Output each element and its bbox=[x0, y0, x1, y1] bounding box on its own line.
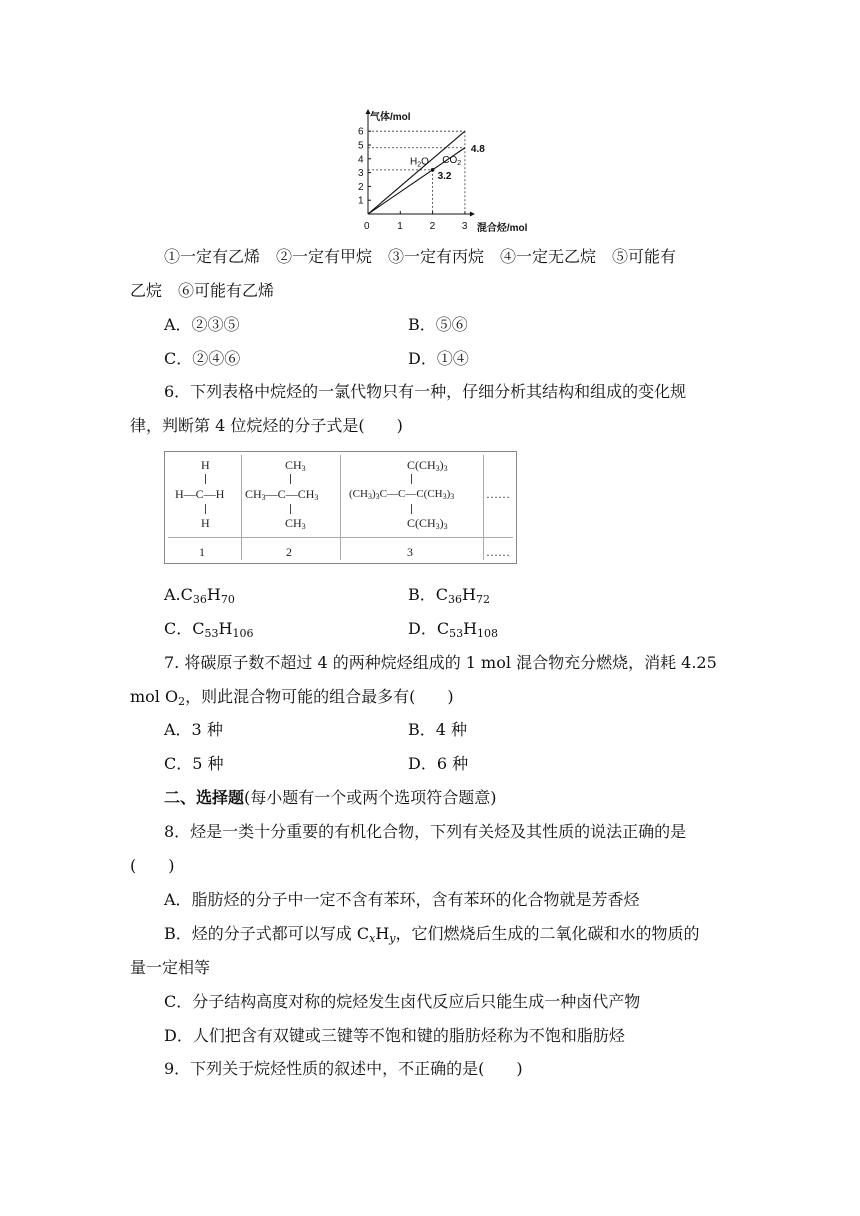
q8-stem-line2: ( ) bbox=[130, 856, 175, 875]
q8-stem-line1: 8．烃是一类十分重要的有机化合物，下列有关烃及其性质的说法正确的是 bbox=[164, 822, 687, 841]
q7-option-c[interactable]: C．5 种 bbox=[164, 754, 224, 773]
y-tick-label: 4 bbox=[358, 154, 364, 166]
q5-option-a[interactable]: A．②③⑤ bbox=[164, 315, 240, 334]
q6-option-d[interactable]: D．$C_{53}H_{108}$ bbox=[408, 619, 499, 640]
section-2-heading: 二、选择题(每小题有一个或两个选项符合题意) bbox=[164, 788, 497, 807]
q5-statements-line2: 乙烷 ⑥可能有乙烯 bbox=[130, 281, 275, 300]
q6-stem-line1: 6．下列表格中烷烃的一氯代物只有一种，仔细分析其结构和组成的变化规 bbox=[164, 382, 687, 401]
q6-option-c[interactable]: C．$C_{53}H_{106}$ bbox=[164, 619, 254, 640]
x-axis-label: 混合烃/mol bbox=[476, 223, 528, 234]
q8-option-a[interactable]: A．脂肪烃的分子中一定不含有苯环，含有苯环的化合物就是芳香烃 bbox=[164, 890, 640, 909]
x-tick-label: 2 bbox=[429, 221, 436, 232]
index-2: 2 bbox=[286, 545, 292, 559]
annotation-3-2: 3.2 bbox=[437, 170, 452, 182]
y-axis-label: 气体/mol bbox=[370, 112, 411, 123]
x-tick-label: 1 bbox=[397, 221, 403, 232]
q8-option-b-line2: 量一定相等 bbox=[130, 958, 211, 977]
y-tick-label: 2 bbox=[358, 181, 364, 193]
y-tick-label: 1 bbox=[358, 195, 364, 207]
data-point bbox=[431, 168, 435, 172]
q8-option-d[interactable]: D．人们把含有双键或三键等不饱和键的脂肪烃称为不饱和脂肪烃 bbox=[164, 1026, 625, 1045]
alkane-structure-table: H H—C—H H CH3 CH3—C—CH3 CH3 C(CH3)3 (CH3)3C—C—C(CH3)3 C(CH3)3 …… 1 2 3 …… bbox=[164, 451, 517, 564]
index-1: 1 bbox=[199, 545, 205, 559]
x-tick-label: 3 bbox=[461, 221, 468, 232]
y-tick-label: 3 bbox=[358, 168, 364, 180]
x-tick-label: 0 bbox=[364, 221, 370, 232]
gas-vs-hydrocarbon-chart bbox=[352, 108, 552, 236]
q5-option-d[interactable]: D．①④ bbox=[408, 349, 469, 368]
q5-option-c[interactable]: C．②④⑥ bbox=[164, 349, 241, 368]
q6-option-a[interactable]: $A.C_{36}H_{70}$ bbox=[164, 585, 235, 606]
q7-option-a[interactable]: A．3 种 bbox=[164, 720, 223, 739]
q5-option-b[interactable]: B．⑤⑥ bbox=[408, 315, 468, 334]
q8-option-b-line1[interactable]: B．烃的分子式都可以写成 $C_xH_y$，它们燃烧后生成的二氧化碳和水的物质的 bbox=[164, 924, 700, 945]
q5-statements-line1: ①一定有乙烯 ②一定有甲烷 ③一定有丙烷 ④一定无乙烷 ⑤可能有 bbox=[164, 247, 677, 266]
index-3: 3 bbox=[407, 545, 413, 559]
q7-option-b[interactable]: B．4 种 bbox=[408, 720, 468, 739]
structure-3: C(CH3)3 (CH3)3C—C—C(CH3)3 C(CH3)3 bbox=[349, 458, 455, 531]
annotation-4-8: 4.8 bbox=[470, 143, 485, 155]
x-axis-arrow bbox=[470, 212, 475, 217]
q9-stem: 9．下列关于烷烃性质的叙述中，不正确的是( ) bbox=[164, 1059, 523, 1078]
q8-option-c[interactable]: C．分子结构高度对称的烷烃发生卤代反应后只能生成一种卤代产物 bbox=[164, 992, 641, 1011]
y-tick-label: 6 bbox=[358, 126, 364, 138]
q7-stem-line1: 7. 将碳原子数不超过 4 的两种烷烃组成的 1 mol 混合物充分燃烧，消耗 4.25 bbox=[164, 653, 717, 672]
q7-stem-line2: mol $O_2$，则此混合物可能的组合最多有( ) bbox=[130, 687, 454, 708]
series-co2-label: $CO_2$ bbox=[442, 154, 462, 167]
series-h2o-label: $H_2O$ bbox=[409, 156, 429, 169]
q7-option-d[interactable]: D．6 种 bbox=[408, 754, 469, 773]
structure-ellipsis: …… bbox=[486, 487, 510, 501]
q6-option-b[interactable]: B．$C_{36}H_{72}$ bbox=[408, 585, 490, 606]
y-tick-label: 5 bbox=[358, 140, 364, 152]
index-ellipsis: …… bbox=[486, 545, 510, 559]
q6-stem-line2: 律，判断第 4 位烷烃的分子式是( ) bbox=[130, 416, 403, 435]
